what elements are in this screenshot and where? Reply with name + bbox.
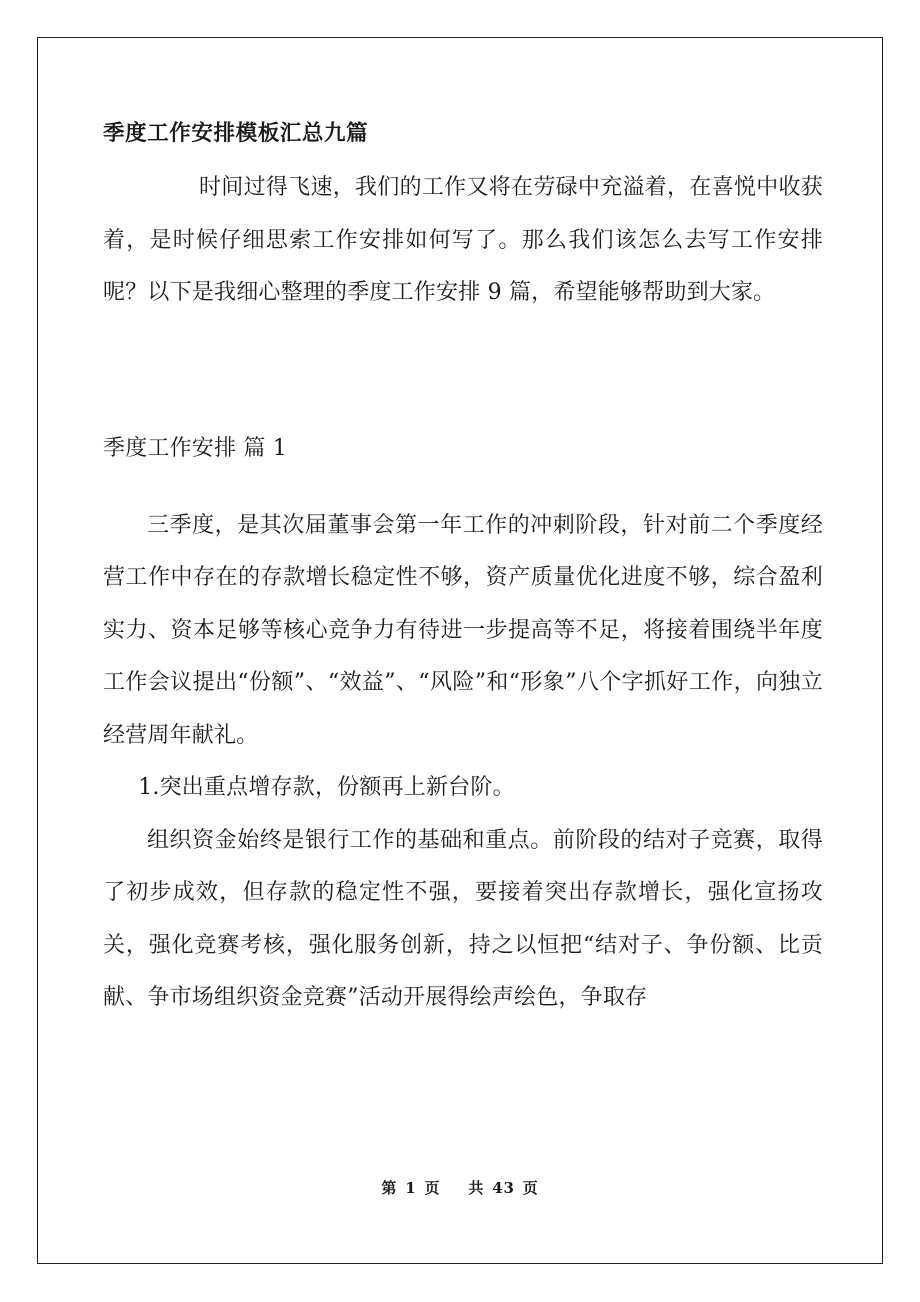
page-footer: [37, 1177, 883, 1198]
body-paragraph-2: 组织资金始终是银行工作的基础和重点。前阶段的结对子竞赛，取得了初步成效，但存款的稳定性不强，要接着突出存款增长，强化宣扬攻关，强化竞赛考核，强化服务创新，持之以恒把“结对子、争份额、比贡献、争市场组织资金竞赛”活动开展得绘声绘色，争取存: [103, 827, 823, 1010]
footer-current-page: 1: [405, 1179, 417, 1197]
page-title: 季度工作安排模板汇总九篇: [103, 121, 369, 146]
heading-spacer: [103, 474, 823, 500]
numbered-list-item-1: 1.突出重点增存款，份额再上新台阶。: [138, 775, 515, 800]
footer-page-unit: 页: [424, 1179, 441, 1197]
section-heading: 季度工作安排 篇 1: [103, 435, 287, 461]
section-spacer: [103, 320, 823, 424]
footer-page-prefix: 第: [381, 1179, 398, 1197]
footer-total-unit: 页: [522, 1179, 539, 1197]
intro-paragraph: 时间过得飞速，我们的工作又将在劳碌中充溢着，在喜悦中收获着，是时候仔细思索工作安排如何写了。那么我们该怎么去写工作安排呢？以下是我细心整理的季度工作安排 9 篇，希望能够帮助到大家。: [103, 175, 823, 305]
document-content: [103, 112, 823, 1025]
footer-total-prefix: 共: [468, 1179, 485, 1197]
footer-total-pages: 43: [492, 1179, 515, 1197]
body-paragraph-1: 三季度，是其次届董事会第一年工作的冲刺阶段，针对前二个季度经营工作中存在的存款增长稳定性不够，资产质量优化进度不够，综合盈利实力、资本足够等核心竞争力有待进一步提高等不足，将接着围绕半年度工作会议提出“份额”、“效益”、“风险”和“形象”八个字抓好工作，向独立经营周年献礼。: [103, 512, 823, 748]
